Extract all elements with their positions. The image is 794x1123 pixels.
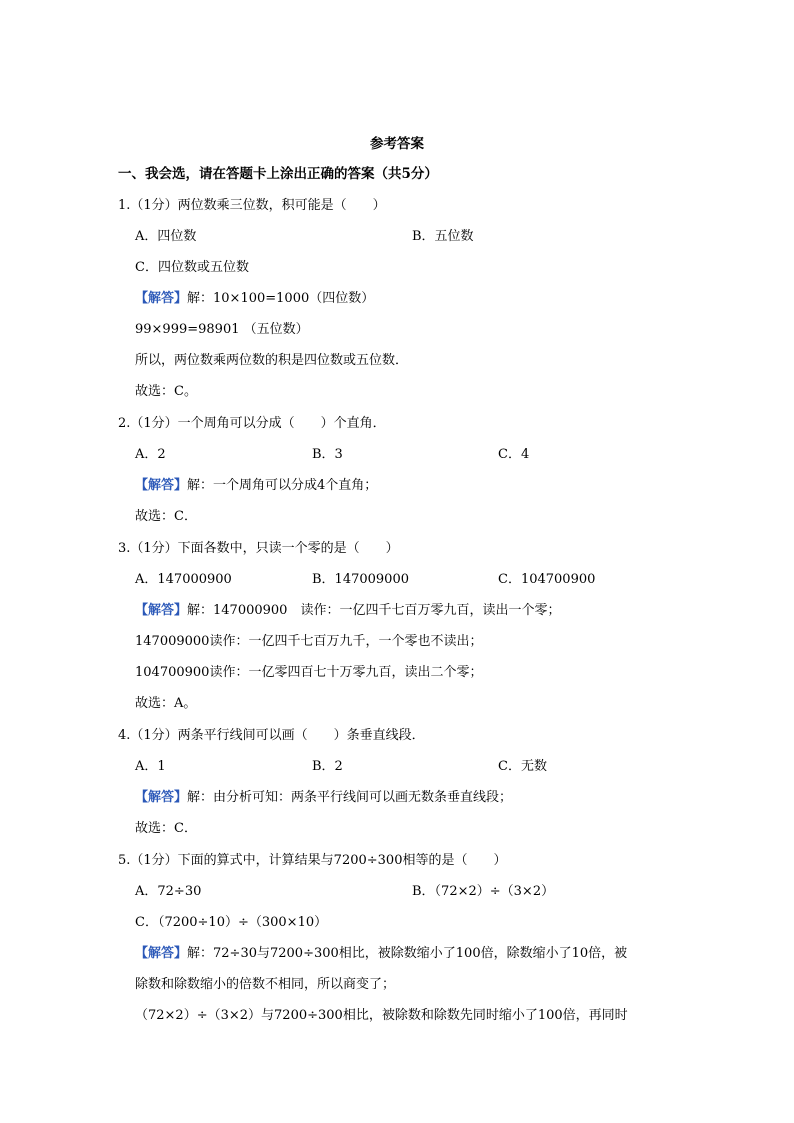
question-2-option-b: B．3 xyxy=(312,447,343,462)
question-5-stem: 5.（1分）下面的算式中，计算结果与7200÷300相等的是（ ） xyxy=(118,853,507,868)
question-2-choice: 故选：C． xyxy=(135,509,197,524)
solution-text: 解：由分析可知：两条平行线间可以画无数条垂直线段； xyxy=(187,790,513,805)
solution-text: 解：72÷30与7200÷300相比，被除数缩小了100倍，除数缩小了10倍，被 xyxy=(187,946,628,961)
question-1-solution-line-2: 99×999=98901 （五位数） xyxy=(135,322,309,337)
question-5-option-b: B．（72×2）÷（3×2） xyxy=(412,884,555,899)
question-5-solution-line-1 xyxy=(135,946,627,962)
question-3-option-c: C．104700900 xyxy=(498,572,596,587)
solution-text: 解：10×100=1000（四位数） xyxy=(187,291,375,306)
answer-tag: 【解答】 xyxy=(135,291,188,306)
question-3-solution-line-3: 104700900读作：一亿零四百七十万零九百，读出二个零； xyxy=(135,665,483,680)
question-4-option-c: C．无数 xyxy=(498,759,547,774)
question-4-option-a: A．1 xyxy=(135,759,166,774)
question-1-solution-line-3: 所以，两位数乘两位数的积是四位数或五位数． xyxy=(135,353,409,368)
question-3-choice: 故选：A。 xyxy=(135,696,197,711)
question-2-solution-line-1 xyxy=(135,478,377,494)
answer-tag: 【解答】 xyxy=(135,790,188,805)
question-4-option-b: B．2 xyxy=(312,759,343,774)
question-3-stem: 3.（1分）下面各数中，只读一个零的是（ ） xyxy=(118,541,399,556)
question-5-solution-line-3: （72×2）÷（3×2）与7200÷300相比，被除数和除数先同时缩小了100倍，再同时 xyxy=(135,1008,628,1023)
question-2-option-a: A．2 xyxy=(135,447,166,462)
question-3-solution-line-1 xyxy=(135,603,560,619)
question-5-option-c: C．（7200÷10）÷（300×10） xyxy=(135,915,328,930)
question-3-option-a: A．147000900 xyxy=(135,572,232,587)
page-title: 参考答案 xyxy=(370,136,424,152)
question-4-solution-line-1 xyxy=(135,790,512,806)
question-2-stem: 2.（1分）一个周角可以分成（ ）个直角． xyxy=(118,416,386,431)
question-3-option-b: B．147009000 xyxy=(312,572,409,587)
question-1-option-a: A．四位数 xyxy=(135,229,197,244)
answer-tag: 【解答】 xyxy=(135,946,188,961)
answer-tag: 【解答】 xyxy=(135,478,188,493)
question-4-stem: 4.（1分）两条平行线间可以画（ ）条垂直线段． xyxy=(118,728,425,743)
question-4-choice: 故选：C． xyxy=(135,821,197,836)
question-1-option-c: C．四位数或五位数 xyxy=(135,260,249,275)
solution-text: 解：147000900 读作：一亿四千七百万零九百，读出一个零； xyxy=(187,603,561,618)
answer-tag: 【解答】 xyxy=(135,603,188,618)
question-3-solution-line-2: 147009000读作：一亿四千七百万九千，一个零也不读出； xyxy=(135,634,483,649)
question-1-choice: 故选：C。 xyxy=(135,384,197,399)
question-1-stem: 1.（1分）两位数乘三位数，积可能是（ ） xyxy=(118,198,386,213)
question-5-solution-line-2: 除数和除数缩小的倍数不相同，所以商变了； xyxy=(135,977,396,992)
question-1-solution-line-1 xyxy=(135,291,374,307)
question-1-option-b: B．五位数 xyxy=(412,229,474,244)
question-5-option-a: A．72÷30 xyxy=(135,884,202,899)
question-2-option-c: C．4 xyxy=(498,447,530,462)
section-heading: 一、我会选，请在答题卡上涂出正确的答案（共5分） xyxy=(118,166,438,182)
solution-text: 解：一个周角可以分成4个直角； xyxy=(187,478,378,493)
